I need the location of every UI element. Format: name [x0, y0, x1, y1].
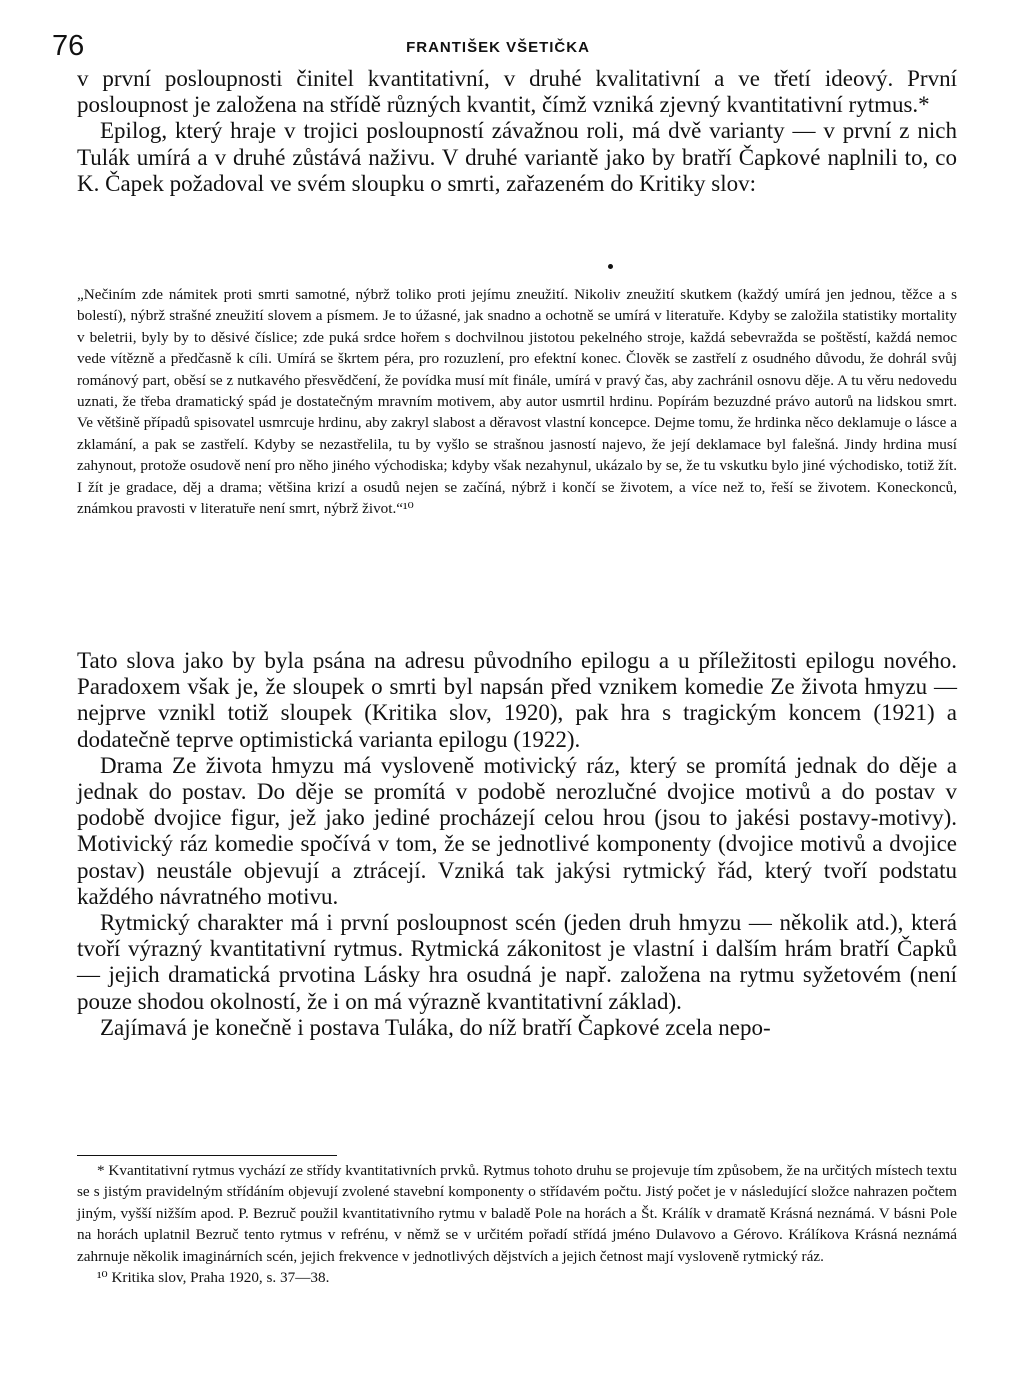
- running-title: FRANTIŠEK VŠETIČKA: [406, 39, 590, 56]
- paragraph: Rytmický charakter má i první posloupnost scén (jeden druh hmyzu — několik atd.), která tvoří výrazný kvantitativní rytmus. Rytmická zákonitost je vlastní i dalším hrám bratří Čapků — jejich dramatická prvotina Lásky hra osudná je např. založena na rytmu syžetovém (není pouze shodou okolností, že i on má výrazně kvantitativní základ).: [77, 910, 957, 1014]
- paragraph: v první posloupnosti činitel kvantitativní, v druhé kvalitativní a ve třetí ideový. První posloupnost je založena na střídě různých kvantit, čímž vzniká zjevný kvantitativní rytmus.*: [77, 66, 957, 118]
- paragraph: Tato slova jako by byla psána na adresu původního epilogu a u příležitosti epilogu nového. Paradoxem však je, že sloupek o smrti byl napsán před vznikem komedie Ze života hmyzu — nejprve vznikl totiž sloupek (Kritika slov, 1920), pak hra s tragickým koncem (1921) a dodatečně teprve optimistická varianta epilogu (1922).: [77, 648, 957, 752]
- page-header: [52, 30, 944, 66]
- paragraph: Epilog, který hraje v trojici posloupností závažnou roli, má dvě varianty — v první z nich Tulák umírá a v druhé zůstává naživu. V druhé variantě jako by bratří Čapkové naplnili to, co K. Čapek požadoval ve svém sloupku o smrti, zařazeném do Kritiky slov:: [77, 118, 957, 196]
- footnote: ¹⁰ Kritika slov, Praha 1920, s. 37—38.: [97, 1269, 330, 1287]
- footnote: * Kvantitativní rytmus vychází ze střídy kvantitativních prvků. Rytmus tohoto druhu se projevuje tím způsobem, že na určitých místech textu se s jistým pravidelným střídáním objevují zvolené stavební komponenty o střídavém počtu. Jistý počet je v následující složce nahrazen počtem jiným, vyšší nižším apod. P. Bezruč použil kvantitativního rytmu v baladě Pole na horách a Št. Králík v dramatě Krásná neznámá. V básni Pole na horách uplatnil Bezruč tento rytmus v refrénu, v němž se v určitém pořadí střídá jméno Dulavovo a Gérovo. Králíkova Krásná neznámá zahrnuje několik imaginárních scén, jejich frekvence v jednotlivých dějstvích a jejich četnost mají vysloveně rytmický ráz.: [77, 1162, 957, 1265]
- main-text: [77, 648, 957, 1041]
- paragraph: Drama Ze života hmyzu má vysloveně motivický ráz, který se promítá jednak do děje a jednak do postav. Do děje se promítá v podobě nerozlučné dvojice motivů a do postav v podobě dvojice figur, jež jako jediné procházejí celou hrou (jsou to jakési postavy-motivy). Motivický ráz komedie spočívá v tom, že se jednotlivé komponenty (dvojice motivů a dvojice postav) neustále objevují a ztrácejí. Vzniká tak jakýsi rytmický řád, který tvoří podstatu každého návratného motivu.: [77, 752, 957, 909]
- page-number: 76: [52, 30, 85, 62]
- paragraph: Zajímavá je konečně i postava Tuláka, do níž bratří Čapkové zcela nepo-: [100, 1014, 771, 1040]
- quote-text: „Nečiním zde námitek proti smrti samotné, nýbrž toliko proti jejímu zneužití. Nikoliv zneužití skutkem (každý umírá jen jednou, těžce a s bolestí), nýbrž strašné zneužití slovem a písmem. Je to úžasné, jak snadno a ochotně se umírá v literatuře. Kdyby se založila statistiky mortality v beletrii, byly by to děsivé číslice; zde puká srdce hořem s dochvilnou jistotou pekelného stroje, každá sebevražda se poštěstí, každá nemoc vede vítězně a předčasně k cíli. Umírá se škrtem péra, pro rozuzlení, pro efektní konec. Člověk se zastřelí z osudného důvodu, že dohrál svůj románový part, oběsí se z nutkavého přesvědčení, že povídka musí mít finále, umírá v pravý čas, aby zachránil osnovu děje. A tu věru nedovedu uznati, že třeba dramatický spád je dostatečným mravním motivem, aby autor usmrtil hrdinu. Popírám bezuzdné právo autorů na lidskou smrt. Ve většině případů spisovatel usmrcuje hrdinu, aby zakryl slabost a děravost vlastní koncepce. Dejme tomu, že hrdinka něco deklamuje o lásce a zklamání, a pak se zastřelí. Kdyby se nezastřelila, tu by vyšlo se strašnou jasností najevo, že její deklamace byl falešná. Jindy hrdina musí zahynout, protože osudově není pro něho jiného východiska; kdyby však nezahynul, ukázalo by se, že tu vskutku bylo jiné východisko, totiž žít. I žít je gradace, děj a drama; většina krizí a osudů nejen se začíná, nýbrž i končí se životem, a více než to, řeší se životem. Koneckonců, známkou pravosti v literatuře není smrt, nýbrž život.“¹⁰: [77, 286, 957, 518]
- footnotes: [77, 1160, 957, 1288]
- top-text: [77, 66, 957, 197]
- stray-mark: [608, 264, 613, 269]
- block-quote: [77, 284, 957, 519]
- footnote-rule: [77, 1155, 337, 1156]
